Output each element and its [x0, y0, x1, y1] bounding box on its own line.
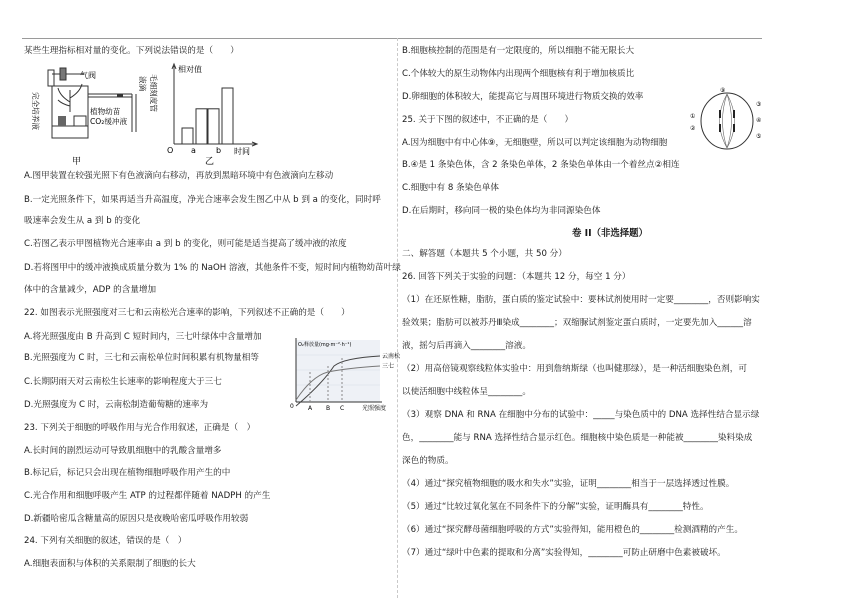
q26-part3: （3）观察 DNA 和 RNA 在细胞中分布的试验中：_____与染色质中的 DNA 选择性结合显示绿	[402, 410, 760, 420]
q22-option-c: C.长期阴雨天对云南松生长速率的影响程度大于三七	[24, 377, 222, 387]
plant-icon	[58, 84, 82, 112]
figure-jia-apparatus	[24, 60, 174, 168]
f22-xlabel: 光照强度	[362, 405, 387, 412]
yi-tick-a: a	[191, 146, 196, 155]
f22-origin: 0	[290, 403, 294, 410]
q23-option-d: D.新疆哈密瓜含糖量高的原因只是夜晚哈密瓜呼吸作用较弱	[24, 514, 249, 524]
q23-option-b: B.标记后，标记只会出现在植物细胞呼吸作用产生的中	[24, 468, 231, 478]
q24-option-c: C.个体较大的原生动物体内出现两个细胞核有利于增加核质比	[402, 69, 635, 79]
right-column	[402, 0, 762, 608]
q26-part1: （1）在还原性糖，脂肪，蛋白质的鉴定试验中：要林试剂使用时一定要________，否则影响实	[402, 295, 760, 305]
q25-option-c: C.细胞中有 8 条染色单体	[402, 183, 500, 193]
q24-option-a: A.细胞表面积与体积的关系限制了细胞的长大	[24, 559, 196, 569]
q25-option-a: A.因为细胞中有中心体⑨，无细胞壁，所以可以判定该细胞为动物细胞	[402, 138, 668, 148]
section-title: 卷 II（非选择题）	[572, 228, 648, 239]
q22-option-b: B.光照强度为 C 时，三七和云南松单位时间积累有机物量相等	[24, 353, 259, 363]
q22-option-a: A.将光照强度由 B 升高到 C 短时间内，三七叶绿体中含量增加	[24, 332, 262, 342]
yi-ylabel: 相对值	[178, 65, 202, 74]
yi-bar-b-1	[208, 109, 219, 144]
q21-option-d: D.若将图甲中的缓冲液换成质量分数为 1% 的 NaOH 溶液，其他条件不变，短时间内植物幼苗叶绿	[24, 263, 401, 273]
q24-option-d: D.卵细胞的体积较大，能提高它与周围环境进行物质交换的效率	[402, 92, 644, 102]
q21-option-c: C.若图乙表示甲图植物光合速率由 a 到 b 的变化，则可能是适当提高了缓冲液的浓度	[24, 239, 347, 249]
yi-origin: O	[167, 146, 174, 155]
cell-label-3: ③	[756, 101, 762, 108]
q23-stem: 23. 下列关于细胞的呼吸作用与光合作用叙述，正确是（ ）	[24, 423, 256, 433]
figure-22-light-curve	[282, 336, 404, 416]
q21-option-a: A.图甲装置在较强光照下有色液滴向右移动，再放到黑暗环境中有色液滴向左移动	[24, 171, 334, 181]
yi-bar-a-2	[196, 109, 207, 144]
q26-part2-cont: 以使活细胞中线粒体呈________。	[402, 387, 531, 397]
q26-part5: （5）通过“比较过氧化氢在不同条件下的分解”实验，证明酶具有________特性。	[402, 502, 709, 512]
q25-stem: 25. 关于下图的叙述中，不正确的是（ ）	[402, 115, 574, 125]
q26-part1-cont2: 液，摇匀后再滴入________溶液。	[402, 341, 531, 351]
q23-option-a: A.长时间的剧烈运动可导致肌细胞中的乳酸含量增多	[24, 446, 222, 456]
q21-option-b-cont: 吸速率会发生从 a 到 b 的变化	[24, 216, 141, 226]
cell-label-5: ⑤	[756, 133, 762, 140]
left-column	[24, 0, 401, 608]
cell-label-9: ⑨	[720, 87, 726, 94]
q22-option-d: D.光照强度为 C 时，云南松制造葡萄糖的速率为	[24, 400, 209, 410]
q26-part6: （6）通过“探究酵母菌细胞呼吸的方式”实验得知，能用橙色的________检测酒精的产生。	[402, 525, 743, 535]
cell-label-4: ④	[756, 117, 762, 124]
f22-tick-a: A	[308, 405, 313, 412]
caption-yi: 乙	[205, 157, 215, 166]
q26-part3-cont: 色，________能与 RNA 选择性结合显示红色。细胞核中染色质是一种能被________染料染成	[402, 433, 753, 443]
f22-tick-b: B	[326, 405, 331, 412]
label-buffer: CO₂缓冲液	[90, 117, 128, 126]
label-droplet: 液滴	[138, 76, 147, 92]
section-2-heading: 二、解答题（本题共 5 个小题，共 50 分）	[402, 249, 567, 259]
label-valve: 气阀	[80, 71, 96, 80]
cell-label-2: ②	[690, 125, 696, 132]
q24-stem: 24. 下列有关细胞的叙述，错误的是（ ）	[24, 536, 187, 546]
label-seedling: 植物幼苗	[90, 107, 121, 116]
f22-ylabel: O₂释放量(mg·m⁻²·h⁻¹)	[298, 342, 352, 348]
yi-xlabel: 时间	[234, 147, 250, 156]
figure-yi-bar-chart	[164, 60, 264, 166]
figure-25-cell-division	[690, 86, 764, 156]
q25-option-b: B.④是 1 条染色体，含 2 条染色单体，2 条染色单体由一个着丝点②相连	[402, 160, 680, 170]
q22-stem: 22. 如图表示光照强度对三七和云南松光合速率的影响，下列叙述不正确的是（ ）	[24, 308, 350, 318]
droplet-marker	[117, 94, 123, 97]
buffer-cup	[74, 116, 86, 126]
q26-stem: 26. 回答下列关于实验的问题：（本题共 12 分，每空 1 分）	[402, 272, 631, 282]
q26-part7: （7）通过“绿叶中色素的提取和分离”实验得知，________可防止研磨中色素被破坏。	[402, 548, 726, 558]
q23-option-c: C.光合作用和细胞呼吸产生 ATP 的过程都伴随着 NADPH 的产生	[24, 491, 271, 501]
q25-option-d: D.在后期时，移向同一极的染色体均为非同源染色体	[402, 206, 601, 216]
label-capillary: 毛细刻度管	[149, 74, 158, 112]
yi-bar-a-1	[182, 128, 193, 144]
column-divider	[397, 38, 398, 598]
yi-bar-b-2	[222, 88, 233, 144]
label-nutrient: 完全培养液	[31, 92, 40, 130]
yi-tick-b: b	[216, 146, 222, 155]
cell-label-1: ①	[690, 113, 696, 120]
q26-part3-cont2: 深色的物质。	[402, 456, 454, 466]
valve-icon	[60, 68, 66, 80]
q26-part2: （2）用高倍镜观察线粒体实验中：用到詹纳斯绿（也叫健那绿），是一种活细胞染色剂，可	[402, 364, 747, 374]
q21-option-d-cont: 体中的含量减少，ADP 的含量增加	[24, 285, 157, 295]
q21-stem-end: 某些生理指标相对量的变化。下列说法错误的是（ ）	[24, 46, 239, 56]
q21-option-b: B.一定光照条件下，如果再适当升高温度，净光合速率会发生图乙中从 b 到 a 的变化，同时呼	[24, 195, 381, 205]
q26-part4: （4）通过“探究植物细胞的吸水和失水”实验，证明________相当于一层选择透过性膜。	[402, 479, 735, 489]
caption-jia: 甲	[72, 157, 82, 167]
q24-option-b: B.细胞核控制的范围是有一定限度的，所以细胞不能无限长大	[402, 46, 635, 56]
f22-legend-pine: 云南松	[382, 353, 401, 360]
q26-part1-cont: 验效果；脂肪可以被苏丹Ⅲ染成________；双缩脲试剂鉴定蛋白质时，一定要先加入______溶	[402, 318, 752, 328]
f22-legend-sanqi: 三七	[382, 363, 395, 370]
f22-tick-c: C	[340, 405, 345, 412]
